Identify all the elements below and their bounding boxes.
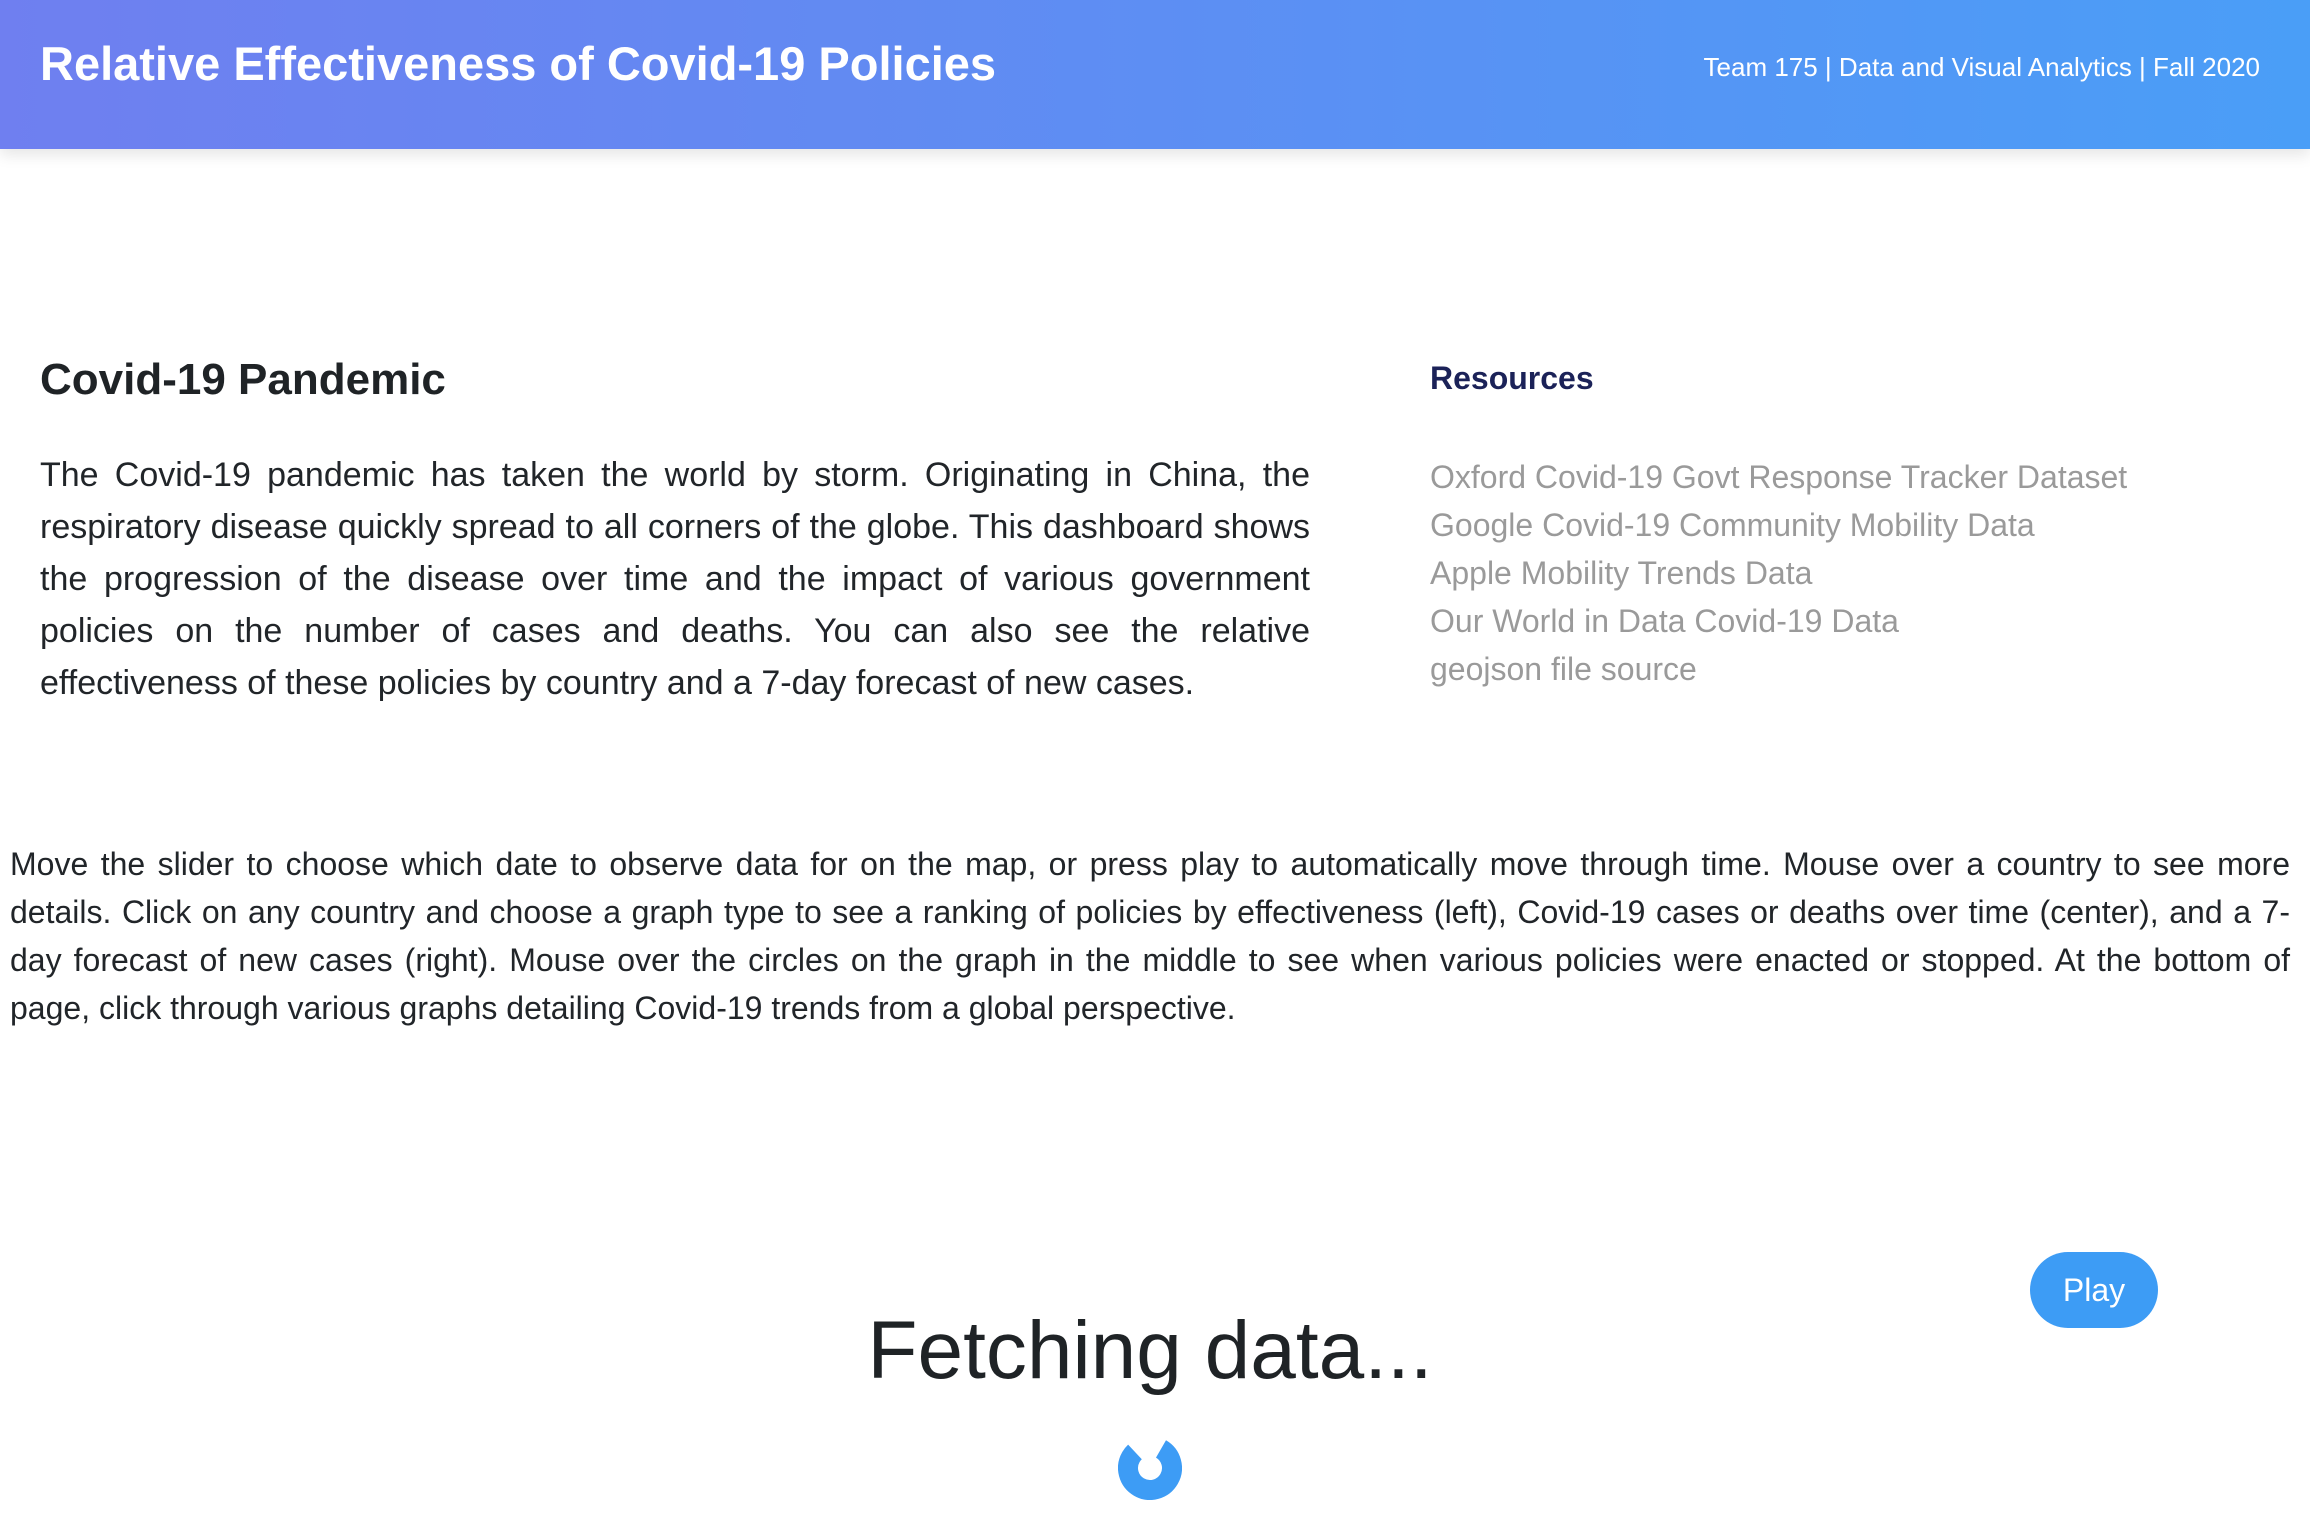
- resource-link-owid[interactable]: Our World in Data Covid-19 Data: [1430, 603, 1899, 639]
- loading-text: Fetching data...: [867, 1305, 1433, 1396]
- resource-link-apple[interactable]: Apple Mobility Trends Data: [1430, 555, 1813, 591]
- intro-section: [40, 355, 1310, 709]
- team-subtitle: Team 175 | Data and Visual Analytics | Fall 2020: [1703, 52, 2260, 82]
- resource-link-google[interactable]: Google Covid-19 Community Mobility Data: [1430, 507, 2035, 543]
- resource-item: [1430, 453, 2270, 501]
- loading-section: [0, 1305, 2300, 1396]
- resources-list: [1430, 453, 2270, 693]
- resource-item: [1430, 645, 2270, 693]
- resources-heading: Resources: [1430, 360, 1594, 396]
- resource-item: [1430, 501, 2270, 549]
- resource-item: [1430, 549, 2270, 597]
- spinner-icon: [1118, 1436, 1182, 1500]
- page-title: Relative Effectiveness of Covid-19 Policies: [40, 37, 997, 90]
- resources-section: [1430, 360, 2270, 693]
- play-button[interactable]: Play: [2030, 1252, 2158, 1328]
- intro-paragraph: The Covid-19 pandemic has taken the world by storm. Originating in China, the respiratory disease quickly spread to all corners of the globe. This dashboard shows the progression of the disease over time and the impact of various government policies on the number of cases and deaths. You can also see the relative effectiveness of these policies by country and a 7-day forecast of new cases.: [40, 456, 1310, 702]
- resource-item: [1430, 597, 2270, 645]
- instructions-paragraph: Move the slider to choose which date to observe data for on the map, or press play to automatically move through time. Mouse over a country to see more details. Click on any country and choose a graph type to see a ranking of policies by effectiveness (left), Covid-19 cases or deaths over time (center), and a 7-day forecast of new cases (right). Mouse over the circles on the graph in the middle to see when various policies were enacted or stopped. At the bottom of page, click through various graphs detailing Covid-19 trends from a global perspective.: [10, 846, 2290, 1026]
- resource-link-oxford[interactable]: Oxford Covid-19 Govt Response Tracker Dataset: [1430, 459, 2128, 495]
- resource-link-geojson[interactable]: geojson file source: [1430, 651, 1697, 687]
- page-header: [0, 0, 2310, 149]
- intro-heading: Covid-19 Pandemic: [40, 355, 446, 404]
